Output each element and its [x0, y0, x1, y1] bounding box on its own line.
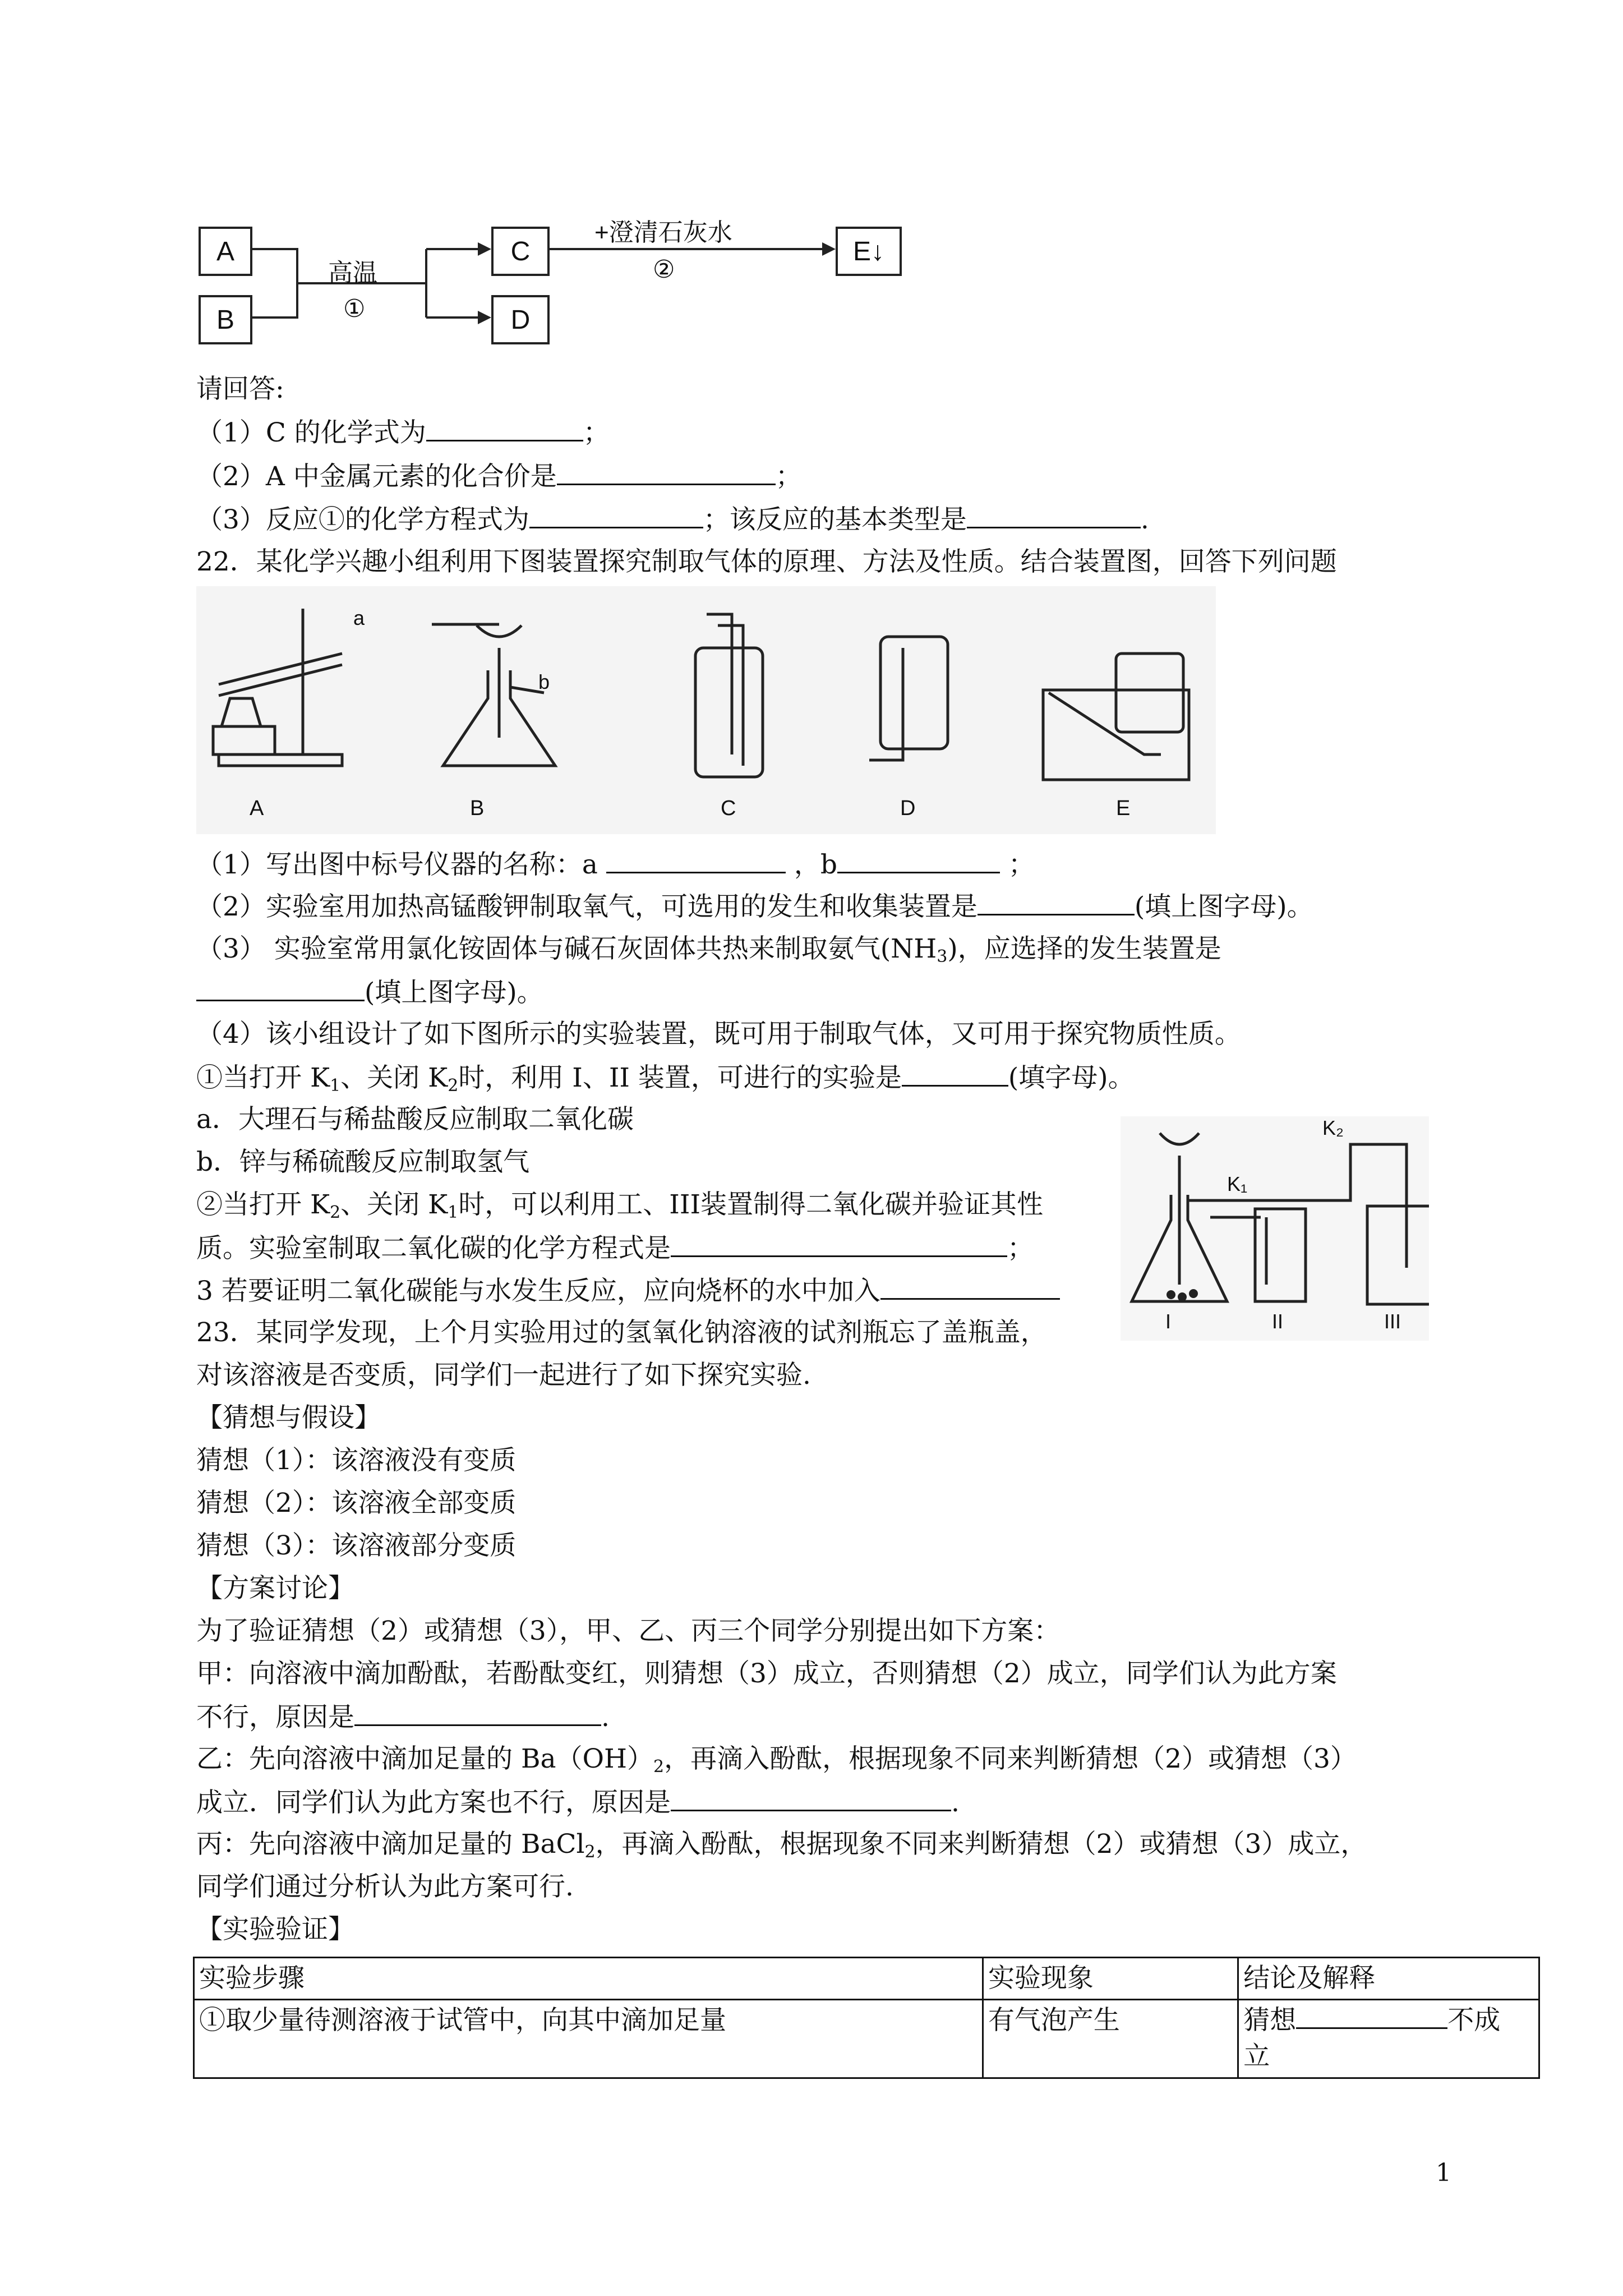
q22-part1: （1）写出图中标号仪器的名称：a ，b ；	[196, 847, 1035, 882]
plan-jia-1: 甲：向溶液中滴加酚酞，若酚酞变红，则猜想（3）成立，否则猜想（2）成立，同学们认为此方案	[196, 1658, 1337, 1689]
q21-part3: （3）反应①的化学方程式为 ；该反应的基本类型是 .	[196, 502, 1149, 537]
guess-2: 猜想（2）：该溶液全部变质	[196, 1488, 517, 1519]
answer-blank[interactable]	[557, 459, 776, 485]
flow-connectors	[0, 0, 953, 359]
answer-blank[interactable]	[880, 1273, 1060, 1300]
label-b: b	[538, 670, 550, 693]
label-a: a	[353, 606, 365, 629]
label-ii: II	[1272, 1310, 1284, 1333]
label-i: I	[1165, 1310, 1172, 1333]
k2-label: K₂	[1322, 1116, 1344, 1139]
q21-part1: （1）C 的化学式为 ；	[196, 415, 610, 450]
header-conclusion: 结论及解释	[1238, 1958, 1539, 2000]
table-row	[194, 2000, 1539, 2078]
plan-jia-2: 不行，原因是 .	[196, 1700, 610, 1734]
apparatus-k1-k2	[1121, 1116, 1429, 1341]
label-iii: III	[1384, 1310, 1401, 1333]
discussion-intro: 为了验证猜想（2）或猜想（3），甲、乙、丙三个同学分别提出如下方案：	[196, 1616, 1061, 1646]
apparatus-figure	[196, 586, 1216, 834]
header-step: 实验步骤	[194, 1958, 983, 2000]
fig-label-e: E	[1116, 797, 1131, 820]
apparatus-drawings	[196, 586, 1216, 834]
plan-bing-2: 同学们通过分析认为此方案可行.	[196, 1871, 574, 1902]
q22-part3: （3） 实验室常用氯化铵固体与碱石灰固体共热来制取氨气$(NH_3)$，应选择的发生装置是	[196, 933, 1221, 967]
step-1-label: ①	[343, 295, 366, 323]
answer-blank[interactable]	[606, 847, 786, 873]
q21-part2: （2）A 中金属元素的化合价是 ；	[196, 459, 802, 494]
q22-case2-cont: 质。实验室制取二氧化碳的化学方程式是 ；	[196, 1231, 1034, 1266]
step-2-label: ②	[653, 256, 675, 283]
box-e: E↓	[836, 227, 902, 276]
plan-bing-1: 丙：先向溶液中滴加足量的 BaCl$_2$，再滴入酚酞，根据现象不同来判断猜想（2）或猜想（3）成立，	[196, 1829, 1367, 1862]
option-a: a．大理石与稀盐酸反应制取二氧化碳	[196, 1104, 634, 1135]
answer-blank[interactable]	[671, 1785, 951, 1811]
condition-high-temp: 高温	[328, 259, 377, 287]
answer-blank[interactable]	[902, 1060, 1008, 1087]
guess-1: 猜想（1）：该溶液没有变质	[196, 1445, 517, 1476]
guess-3: 猜想（3）：该溶液部分变质	[196, 1530, 517, 1561]
answer-blank[interactable]	[529, 502, 703, 528]
answer-blank[interactable]	[426, 415, 583, 441]
apparatus-k1-k2-drawing	[1121, 1116, 1429, 1341]
q22-case2: ②当打开 $K_2$、关闭 $K_1$时，可以利用工、III装置制得二氧化碳并验证其性	[196, 1189, 1044, 1222]
q23-stem-2: 对该溶液是否变质，同学们一起进行了如下探究实验.	[196, 1360, 811, 1391]
cell-step: ①取少量待测溶液于试管中，向其中滴加足量	[194, 2000, 983, 2078]
section-hypothesis: 【猜想与假设】	[196, 1402, 381, 1433]
cell-conclusion: 猜想 不成 立	[1238, 2000, 1539, 2078]
box-a: A	[199, 227, 252, 276]
section-discussion: 【方案讨论】	[196, 1573, 354, 1604]
section-verification: 【实验验证】	[196, 1914, 354, 1945]
answer-blank[interactable]	[978, 889, 1135, 915]
k1-label: K₁	[1227, 1172, 1248, 1195]
q23-stem-1: 23．某同学发现，上个月实验用过的氢氧化钠溶液的试剂瓶忘了盖瓶盖，	[196, 1317, 1047, 1348]
header-phenomenon: 实验现象	[983, 1958, 1238, 2000]
q21-intro: 请回答:	[196, 374, 284, 404]
plan-yi-2: 成立．同学们认为此方案也不行，原因是 .	[196, 1785, 960, 1820]
answer-blank[interactable]	[837, 847, 1000, 873]
verification-table	[193, 1957, 1540, 2079]
answer-blank[interactable]	[196, 975, 365, 1001]
page-number: 1	[1436, 2159, 1451, 2187]
answer-blank[interactable]	[671, 1231, 1007, 1257]
box-d: D	[491, 295, 550, 344]
q22-part2: （2）实验室用加热高锰酸钾制取氧气，可选用的发生和收集装置是 (填上图字母)。	[196, 889, 1313, 924]
cell-phenomenon: 有气泡产生	[983, 2000, 1238, 2078]
q22-stem: 22．某化学兴趣小组利用下图装置探究制取气体的原理、方法及性质。结合装置图，回答下列问题	[196, 546, 1337, 577]
reagent-lime-water: +澄清石灰水	[594, 219, 732, 246]
fig-label-d: D	[900, 797, 916, 820]
answer-blank[interactable]	[967, 502, 1141, 528]
fig-label-b: B	[470, 797, 485, 820]
fig-label-a: A	[250, 797, 264, 820]
answer-blank[interactable]	[1296, 2003, 1447, 2029]
q22-case1: ①当打开 $K_1$、关闭 $K_2$时，利用 I、II 装置，可进行的实验是 (填字母)。	[196, 1060, 1135, 1103]
q22-part3-cont: (填上图字母)。	[196, 975, 543, 1010]
answer-blank[interactable]	[354, 1700, 601, 1726]
box-b: B	[199, 295, 252, 344]
q22-part4: （4）该小组设计了如下图所示的实验装置，既可用于制取气体，又可用于探究物质性质。	[196, 1019, 1241, 1050]
plan-yi-1: 乙：先向溶液中滴加足量的 $Ba(OH)_2$，再滴入酚酞，根据现象不同来判断猜想（2）或猜想（3）	[196, 1743, 1357, 1777]
fig-label-c: C	[721, 797, 736, 820]
box-c: C	[491, 227, 550, 276]
q22-case3: 3 若要证明二氧化碳能与水发生反应，应向烧杯的水中加入	[196, 1273, 1060, 1308]
option-b: b．锌与稀硫酸反应制取氢气	[196, 1147, 530, 1177]
table-header-row	[194, 1958, 1539, 2000]
